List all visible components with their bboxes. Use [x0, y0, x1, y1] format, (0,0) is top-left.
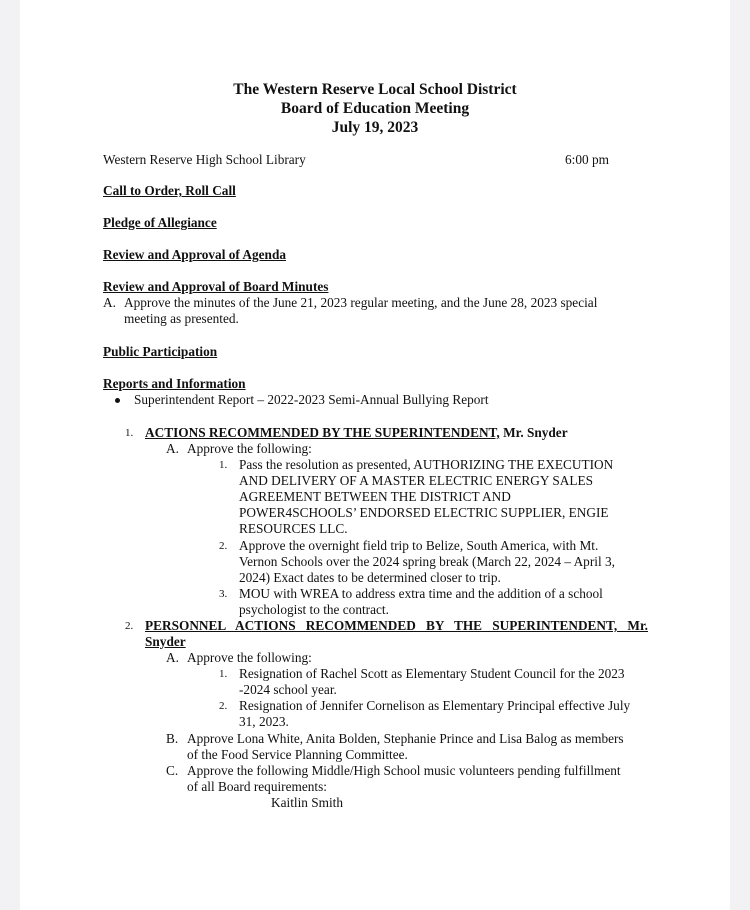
- meeting-time: 6:00 pm: [565, 152, 609, 167]
- personnel-a-text: Approve the following:: [187, 650, 312, 665]
- heading-agenda: Review and Approval of Agenda: [103, 247, 286, 262]
- bullet-icon: [115, 398, 120, 403]
- volunteer-name: Kaitlin Smith: [271, 795, 344, 810]
- actions-item-2-line: 2024) Exact dates to be determined closer to trip.: [239, 570, 501, 585]
- actions-title: ACTIONS RECOMMENDED BY THE SUPERINTENDENT,: [145, 425, 500, 440]
- actions-item-3: [239, 586, 659, 618]
- minutes-item-line1: Approve the minutes of the June 21, 2023 regular meeting, and the June 28, 2023 special: [124, 295, 598, 310]
- personnel-item-2: [239, 698, 659, 730]
- actions-a-text: Approve the following:: [187, 441, 312, 456]
- personnel-c: [187, 763, 657, 795]
- personnel-item-1-line: -2024 school year.: [239, 682, 337, 697]
- personnel-c-label: C.: [166, 763, 179, 778]
- actions-heading: [145, 425, 568, 441]
- personnel-c-line: of all Board requirements:: [187, 779, 327, 794]
- heading-pledge: Pledge of Allegiance: [103, 215, 217, 230]
- personnel-item-2-num: 2.: [219, 700, 228, 712]
- personnel-b-line: Approve Lona White, Anita Bolden, Stephanie Prince and Lisa Balog as members: [187, 731, 624, 746]
- meeting-location: Western Reserve High School Library: [103, 152, 306, 167]
- personnel-number: 2.: [125, 620, 134, 632]
- actions-item-2: [239, 538, 659, 586]
- personnel-item-1-line: Resignation of Rachel Scott as Elementary Student Council for the 2023: [239, 666, 625, 681]
- heading-call-to-order: Call to Order, Roll Call: [103, 183, 236, 198]
- actions-item-2-num: 2.: [219, 540, 228, 552]
- heading-public-participation: Public Participation: [103, 344, 218, 359]
- meeting-title: Board of Education Meeting: [280, 100, 470, 117]
- actions-item-1-num: 1.: [219, 459, 228, 471]
- actions-item-1-line: AGREEMENT BETWEEN THE DISTRICT AND: [239, 489, 511, 504]
- actions-item-1-line: AND DELIVERY OF A MASTER ELECTRIC ENERGY SALES: [239, 473, 593, 488]
- personnel-heading: [145, 618, 648, 650]
- actions-item-1-line: POWER4SCHOOLS’ ENDORSED ELECTRIC SUPPLIER, ENGIE: [239, 505, 609, 520]
- actions-item-3-line: psychologist to the contract.: [239, 602, 389, 617]
- personnel-item-1-num: 1.: [219, 668, 228, 680]
- minutes-item-label: A.: [103, 295, 116, 310]
- actions-item-3-num: 3.: [219, 588, 228, 600]
- district-title: The Western Reserve Local School District: [233, 81, 517, 98]
- actions-number: 1.: [125, 427, 134, 439]
- meeting-date: July 19, 2023: [331, 119, 419, 136]
- reports-bullet-text: Superintendent Report – 2022-2023 Semi-Annual Bullying Report: [134, 392, 489, 407]
- personnel-b-label: B.: [166, 731, 179, 746]
- personnel-title-line1: PERSONNEL ACTIONS RECOMMENDED BY THE SUPERINTENDENT, Mr.: [145, 618, 648, 633]
- actions-item-1: [239, 457, 649, 537]
- actions-item-3-line: MOU with WREA to address extra time and the addition of a school: [239, 586, 603, 601]
- actions-item-2-line: Approve the overnight field trip to Belize, South America, with Mt.: [239, 538, 599, 553]
- actions-a-label: A.: [166, 441, 179, 456]
- actions-item-1-line: RESOURCES LLC.: [239, 521, 348, 536]
- actions-title-suffix: Mr. Snyder: [499, 425, 568, 440]
- personnel-c-line: Approve the following Middle/High School music volunteers pending fulfillment: [187, 763, 621, 778]
- personnel-b: [187, 731, 657, 763]
- heading-reports: Reports and Information: [103, 376, 246, 391]
- personnel-b-line: of the Food Service Planning Committee.: [187, 747, 408, 762]
- actions-item-1-line: Pass the resolution as presented, AUTHORIZING THE EXECUTION: [239, 457, 614, 472]
- personnel-title-line2: Snyder: [145, 634, 186, 649]
- personnel-item-1: [239, 666, 659, 698]
- actions-item-2-line: Vernon Schools over the 2024 spring break (March 22, 2024 – April 3,: [239, 554, 615, 569]
- personnel-item-2-line: 31, 2023.: [239, 714, 289, 729]
- personnel-a-label: A.: [166, 650, 179, 665]
- heading-minutes: Review and Approval of Board Minutes: [103, 279, 329, 294]
- personnel-item-2-line: Resignation of Jennifer Cornelison as Elementary Principal effective July: [239, 698, 631, 713]
- minutes-item-line2: meeting as presented.: [124, 311, 239, 326]
